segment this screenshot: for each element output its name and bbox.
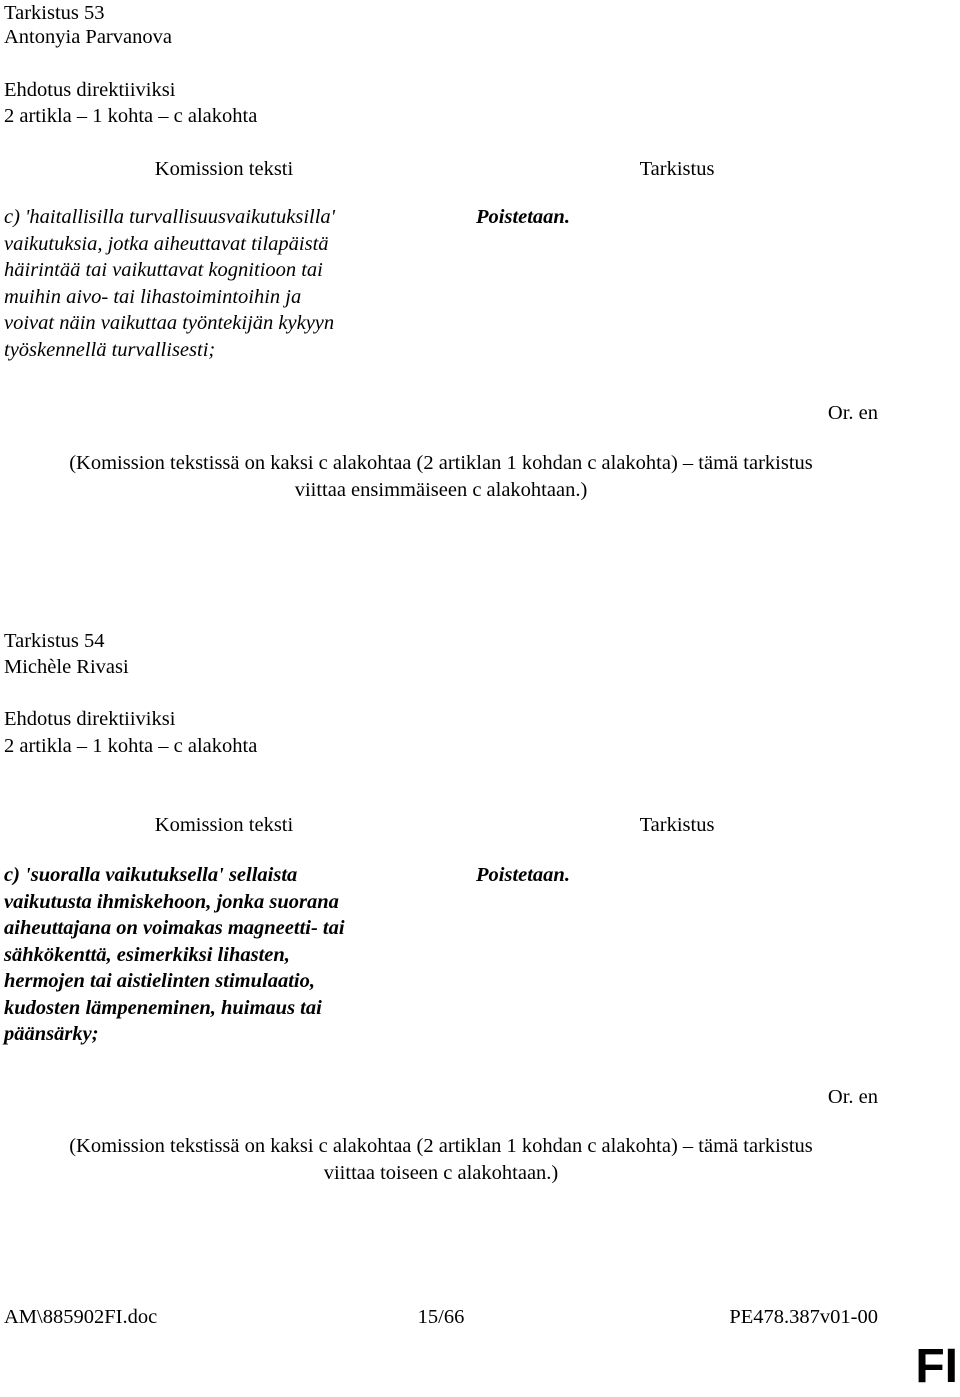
proposal-title: Ehdotus direktiiviksi — [4, 79, 176, 101]
footer-doc-ref: AM\885902FI.doc — [4, 1306, 158, 1328]
commission-text-header: Komission teksti — [154, 814, 294, 836]
justification-line: viittaa toiseen c alakohtaan.) — [323, 1161, 559, 1184]
article-reference: 2 artikla – 1 kohta – c alakohta — [4, 735, 258, 757]
commission-text-line: c) 'haitallisilla turvallisuusvaikutuksilla' — [4, 206, 336, 228]
commission-text-line: muihin aivo- tai lihastoimintoihin ja — [4, 285, 302, 308]
footer-pe-ref: PE478.387v01-00 — [729, 1306, 878, 1328]
article-reference: 2 artikla – 1 kohta – c alakohta — [4, 105, 258, 127]
commission-text-line: vaikutusta ihmiskehoon, jonka suorana — [4, 890, 339, 913]
commission-text-line: päänsärky; — [4, 1023, 99, 1045]
amendment-author: Antonyia Parvanova — [4, 26, 172, 48]
justification-line: (Komission tekstissä on kaksi c alakohtaa (2 artiklan 1 kohdan c alakohta) – tämä tarkistus — [69, 1135, 813, 1157]
amendment-text: Poistetaan. — [476, 206, 570, 228]
amendment-text-header: Tarkistus — [639, 158, 715, 180]
amendment-number: Tarkistus 54 — [4, 630, 105, 652]
commission-text-line: hermojen tai aistielinten stimulaatio, — [4, 970, 315, 992]
footer-page-number: 15/66 — [417, 1306, 465, 1328]
footer-language-code: FI — [915, 1340, 958, 1393]
commission-text-line: työskennellä turvallisesti; — [4, 338, 216, 361]
commission-text-line: häirintää tai vaikuttavat kognitioon tai — [4, 259, 323, 281]
commission-text-line: c) 'suoralla vaikutuksella' sellaista — [4, 864, 298, 886]
justification — [0, 450, 882, 503]
commission-text-line: aiheuttajana on voimakas magneetti- tai — [4, 917, 345, 939]
justification — [0, 1133, 882, 1186]
original-language: Or. en — [827, 1086, 878, 1108]
justification-line: viittaa ensimmäiseen c alakohtaan.) — [294, 478, 588, 501]
commission-text-header: Komission teksti — [154, 158, 294, 180]
commission-text-line: vaikutuksia, jotka aiheuttavat tilapäistä — [4, 232, 329, 255]
amendment-author: Michèle Rivasi — [4, 656, 129, 678]
commission-text — [4, 204, 444, 363]
proposal-title: Ehdotus direktiiviksi — [4, 708, 176, 730]
commission-text-line: voivat näin vaikuttaa työntekijän kykyyn — [4, 312, 335, 334]
commission-text — [4, 862, 444, 1048]
amendment-text-header: Tarkistus — [639, 814, 715, 836]
amendment-text: Poistetaan. — [476, 864, 570, 886]
commission-text-line: sähkökenttä, esimerkiksi lihasten, — [4, 943, 290, 966]
amendment-number: Tarkistus 53 — [4, 2, 105, 24]
justification-line: (Komission tekstissä on kaksi c alakohtaa (2 artiklan 1 kohdan c alakohta) – tämä tarkistus — [69, 452, 813, 474]
commission-text-line: kudosten lämpeneminen, huimaus tai — [4, 996, 322, 1019]
original-language: Or. en — [827, 402, 878, 424]
